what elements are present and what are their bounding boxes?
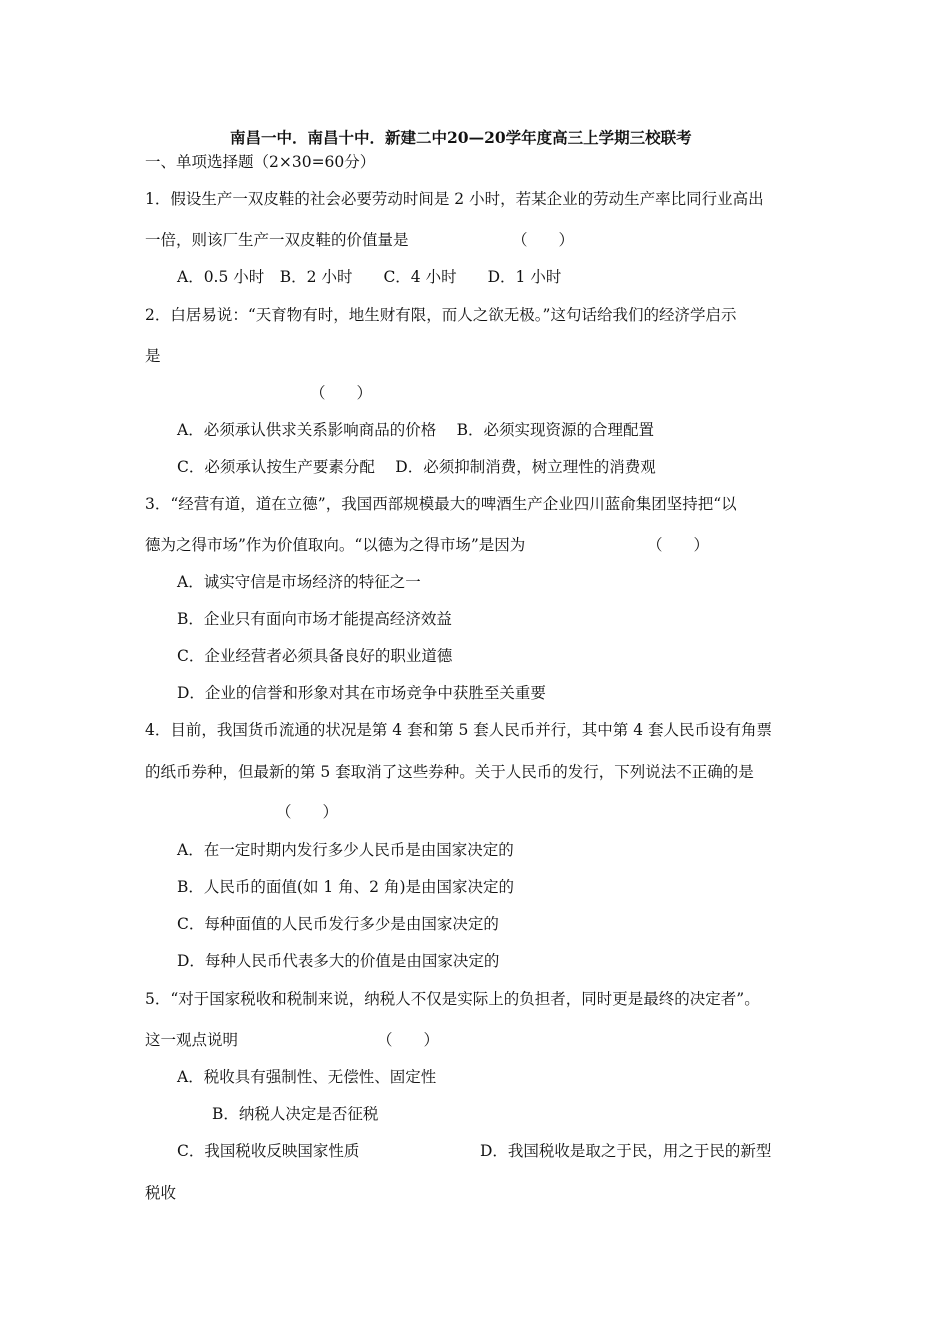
q3-option-c: C．企业经营者必须具备良好的职业道德 <box>177 647 453 665</box>
q5-option-d-continued: 税收 <box>145 1184 177 1202</box>
q3-answer-blank: （ ） <box>647 536 710 554</box>
q4-stem-line2: 的纸币券种，但最新的第 5 套取消了这些券种。关于人民币的发行，下列说法不正确的是 <box>145 763 754 781</box>
q5-option-d: D．我国税收是取之于民，用之于民的新型 <box>480 1142 772 1160</box>
q1-options: A．0.5 小时 B．2 小时 C．4 小时 D．1 小时 <box>177 268 562 286</box>
q3-stem-line1: 3．“经营有道，道在立德”，我国西部规模最大的啤酒生产企业四川蓝俞集团坚持把“以 <box>145 495 737 513</box>
q4-option-a: A．在一定时期内发行多少人民币是由国家决定的 <box>177 841 514 859</box>
q5-option-c: C．我国税收反映国家性质 <box>177 1142 360 1160</box>
q3-stem-line2: 德为之得市场”作为价值取向。“以德为之得市场”是因为 <box>145 536 526 554</box>
q1-stem-line2: 一倍，则该厂生产一双皮鞋的价值量是 <box>145 231 409 249</box>
section-heading: 一、单项选择题（2×30=60分） <box>145 153 376 171</box>
q2-options-ab: A．必须承认供求关系影响商品的价格 B．必须实现资源的合理配置 <box>177 421 655 439</box>
q4-option-c: C．每种面值的人民币发行多少是由国家决定的 <box>177 915 499 933</box>
q3-option-d: D．企业的信誉和形象对其在市场竞争中获胜至关重要 <box>177 684 546 702</box>
q4-option-b: B．人民币的面值(如 1 角、2 角)是由国家决定的 <box>177 878 514 896</box>
exam-title: 南昌一中．南昌十中．新建二中20—20学年度高三上学期三校联考 <box>230 128 692 147</box>
q2-stem-line1: 2．白居易说：“天育物有时，地生财有限，而人之欲无极。”这句话给我们的经济学启示 <box>145 306 737 324</box>
q5-option-a: A．税收具有强制性、无偿性、固定性 <box>177 1068 437 1086</box>
q4-option-d: D．每种人民币代表多大的价值是由国家决定的 <box>177 952 500 970</box>
q5-stem-line1: 5．“对于国家税收和税制来说，纳税人不仅是实际上的负担者，同时更是最终的决定者”。 <box>145 990 760 1008</box>
q2-answer-blank: （ ） <box>310 384 373 402</box>
q4-stem-line1: 4．目前，我国货币流通的状况是第 4 套和第 5 套人民币并行，其中第 4 套人民币设有角票 <box>145 721 773 739</box>
q5-stem-line2: 这一观点说明 <box>145 1031 239 1049</box>
q4-answer-blank: （ ） <box>276 803 339 821</box>
q2-stem-line2: 是 <box>145 347 161 365</box>
q1-answer-blank: （ ） <box>512 231 575 249</box>
q5-answer-blank: （ ） <box>377 1031 440 1049</box>
q2-options-cd: C．必须承认按生产要素分配 D．必须抑制消费，树立理性的消费观 <box>177 458 656 476</box>
q3-option-b: B．企业只有面向市场才能提高经济效益 <box>177 610 452 628</box>
q5-option-b: B．纳税人决定是否征税 <box>212 1105 379 1123</box>
q1-stem-line1: 1．假设生产一双皮鞋的社会必要劳动时间是 2 小时，若某企业的劳动生产率比同行业高出 <box>145 190 764 208</box>
q3-option-a: A．诚实守信是市场经济的特征之一 <box>177 573 421 591</box>
